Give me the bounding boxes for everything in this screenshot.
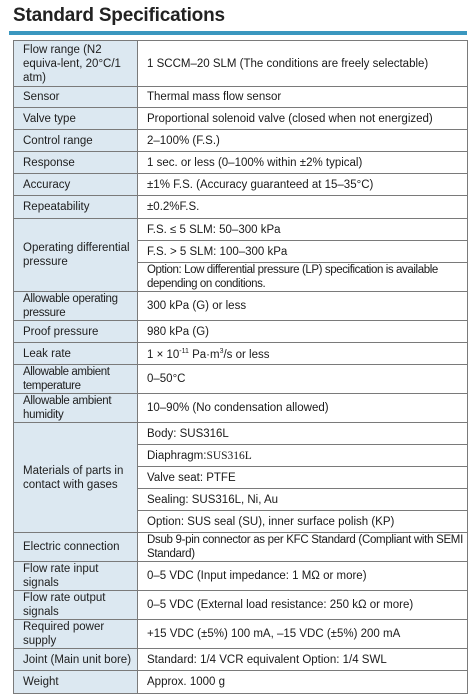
diaphragm-material: SUS316L bbox=[206, 449, 252, 462]
row-label: Repeatability bbox=[14, 196, 138, 219]
row-value: Valve seat: PTFE bbox=[138, 467, 468, 489]
table-row bbox=[14, 108, 468, 130]
row-value: Option: SUS seal (SU), inner surface polish (KP) bbox=[138, 511, 468, 533]
row-value: Approx. 1000 g bbox=[138, 671, 468, 694]
specifications-table bbox=[13, 40, 468, 694]
row-value bbox=[138, 343, 468, 365]
table-row bbox=[14, 219, 468, 241]
leak-rate-unit-exponent: 3 bbox=[219, 348, 224, 356]
row-label: Allowable operating pressure bbox=[14, 292, 138, 321]
table-row bbox=[14, 394, 468, 423]
row-label: Electric connection bbox=[14, 533, 138, 562]
row-value: Proportional solenoid valve (closed when not energized) bbox=[138, 108, 468, 130]
table-row bbox=[14, 562, 468, 591]
table-row bbox=[14, 41, 468, 87]
table-row bbox=[14, 196, 468, 219]
table-row bbox=[14, 671, 468, 694]
row-label: Leak rate bbox=[14, 343, 138, 365]
row-value: 1 SCCM–20 SLM (The conditions are freely selectable) bbox=[138, 41, 468, 87]
table-row bbox=[14, 130, 468, 152]
row-value: Thermal mass flow sensor bbox=[138, 87, 468, 108]
diaphragm-label: Diaphragm: bbox=[147, 449, 207, 462]
row-value: ±0.2%F.S. bbox=[138, 196, 468, 219]
row-label: Flow rate input signals bbox=[14, 562, 138, 591]
row-label: Control range bbox=[14, 130, 138, 152]
row-value: 0–5 VDC (External load resistance: 250 kΩ or more) bbox=[138, 591, 468, 620]
row-value bbox=[138, 445, 468, 467]
row-value: Body: SUS316L bbox=[138, 423, 468, 445]
row-value: Standard: 1/4 VCR equivalent Option: 1/4 SWL bbox=[138, 649, 468, 671]
row-label: Operating differential pressure bbox=[14, 219, 138, 292]
table-row bbox=[14, 174, 468, 196]
row-value: F.S. ≤ 5 SLM: 50–300 kPa bbox=[138, 219, 468, 241]
row-label: Allowable ambient temperature bbox=[14, 365, 138, 394]
row-label: Materials of parts in contact with gases bbox=[14, 423, 138, 533]
table-row bbox=[14, 152, 468, 174]
row-value: 0–5 VDC (Input impedance: 1 MΩ or more) bbox=[138, 562, 468, 591]
row-value: 980 kPa (G) bbox=[138, 321, 468, 343]
row-note: Option: Low differential pressure (LP) specification is available depending on conditions. bbox=[138, 263, 468, 292]
row-value: 2–100% (F.S.) bbox=[138, 130, 468, 152]
row-value: ±1% F.S. (Accuracy guaranteed at 15–35°C) bbox=[138, 174, 468, 196]
table-row bbox=[14, 321, 468, 343]
row-label: Joint (Main unit bore) bbox=[14, 649, 138, 671]
table-row bbox=[14, 533, 468, 562]
row-value: F.S. > 5 SLM: 100–300 kPa bbox=[138, 241, 468, 263]
table-row bbox=[14, 649, 468, 671]
title-rule bbox=[9, 31, 467, 35]
row-value: 0–50°C bbox=[138, 365, 468, 394]
row-label: Required power supply bbox=[14, 620, 138, 649]
page-title: Standard Specifications bbox=[13, 5, 225, 26]
row-value: +15 VDC (±5%) 100 mA, –15 VDC (±5%) 200 mA bbox=[138, 620, 468, 649]
row-label: Sensor bbox=[14, 87, 138, 108]
table-row bbox=[14, 591, 468, 620]
row-label: Proof pressure bbox=[14, 321, 138, 343]
leak-rate-unit: Pa·m bbox=[188, 348, 220, 361]
row-label: Accuracy bbox=[14, 174, 138, 196]
row-label: Allowable ambient humidity bbox=[14, 394, 138, 423]
leak-rate-base: 1 × 10 bbox=[147, 348, 180, 361]
row-label: Valve type bbox=[14, 108, 138, 130]
table-row bbox=[14, 620, 468, 649]
row-label: Weight bbox=[14, 671, 138, 694]
leak-rate-suffix: /s or less bbox=[223, 348, 270, 361]
row-value: 10–90% (No condensation allowed) bbox=[138, 394, 468, 423]
row-label: Response bbox=[14, 152, 138, 174]
row-value: 300 kPa (G) or less bbox=[138, 292, 468, 321]
row-value: Dsub 9-pin connector as per KFC Standard (Compliant with SEMI Standard) bbox=[138, 533, 468, 562]
table-row bbox=[14, 365, 468, 394]
table-row bbox=[14, 292, 468, 321]
table-row bbox=[14, 87, 468, 108]
leak-rate-exponent: -11 bbox=[179, 348, 189, 356]
row-label: Flow range (N2 equiva-lent, 20°C/1 atm) bbox=[14, 41, 138, 87]
row-value: Sealing: SUS316L, Ni, Au bbox=[138, 489, 468, 511]
row-label: Flow rate output signals bbox=[14, 591, 138, 620]
table-row bbox=[14, 423, 468, 445]
row-value: 1 sec. or less (0–100% within ±2% typical) bbox=[138, 152, 468, 174]
table-row bbox=[14, 343, 468, 365]
